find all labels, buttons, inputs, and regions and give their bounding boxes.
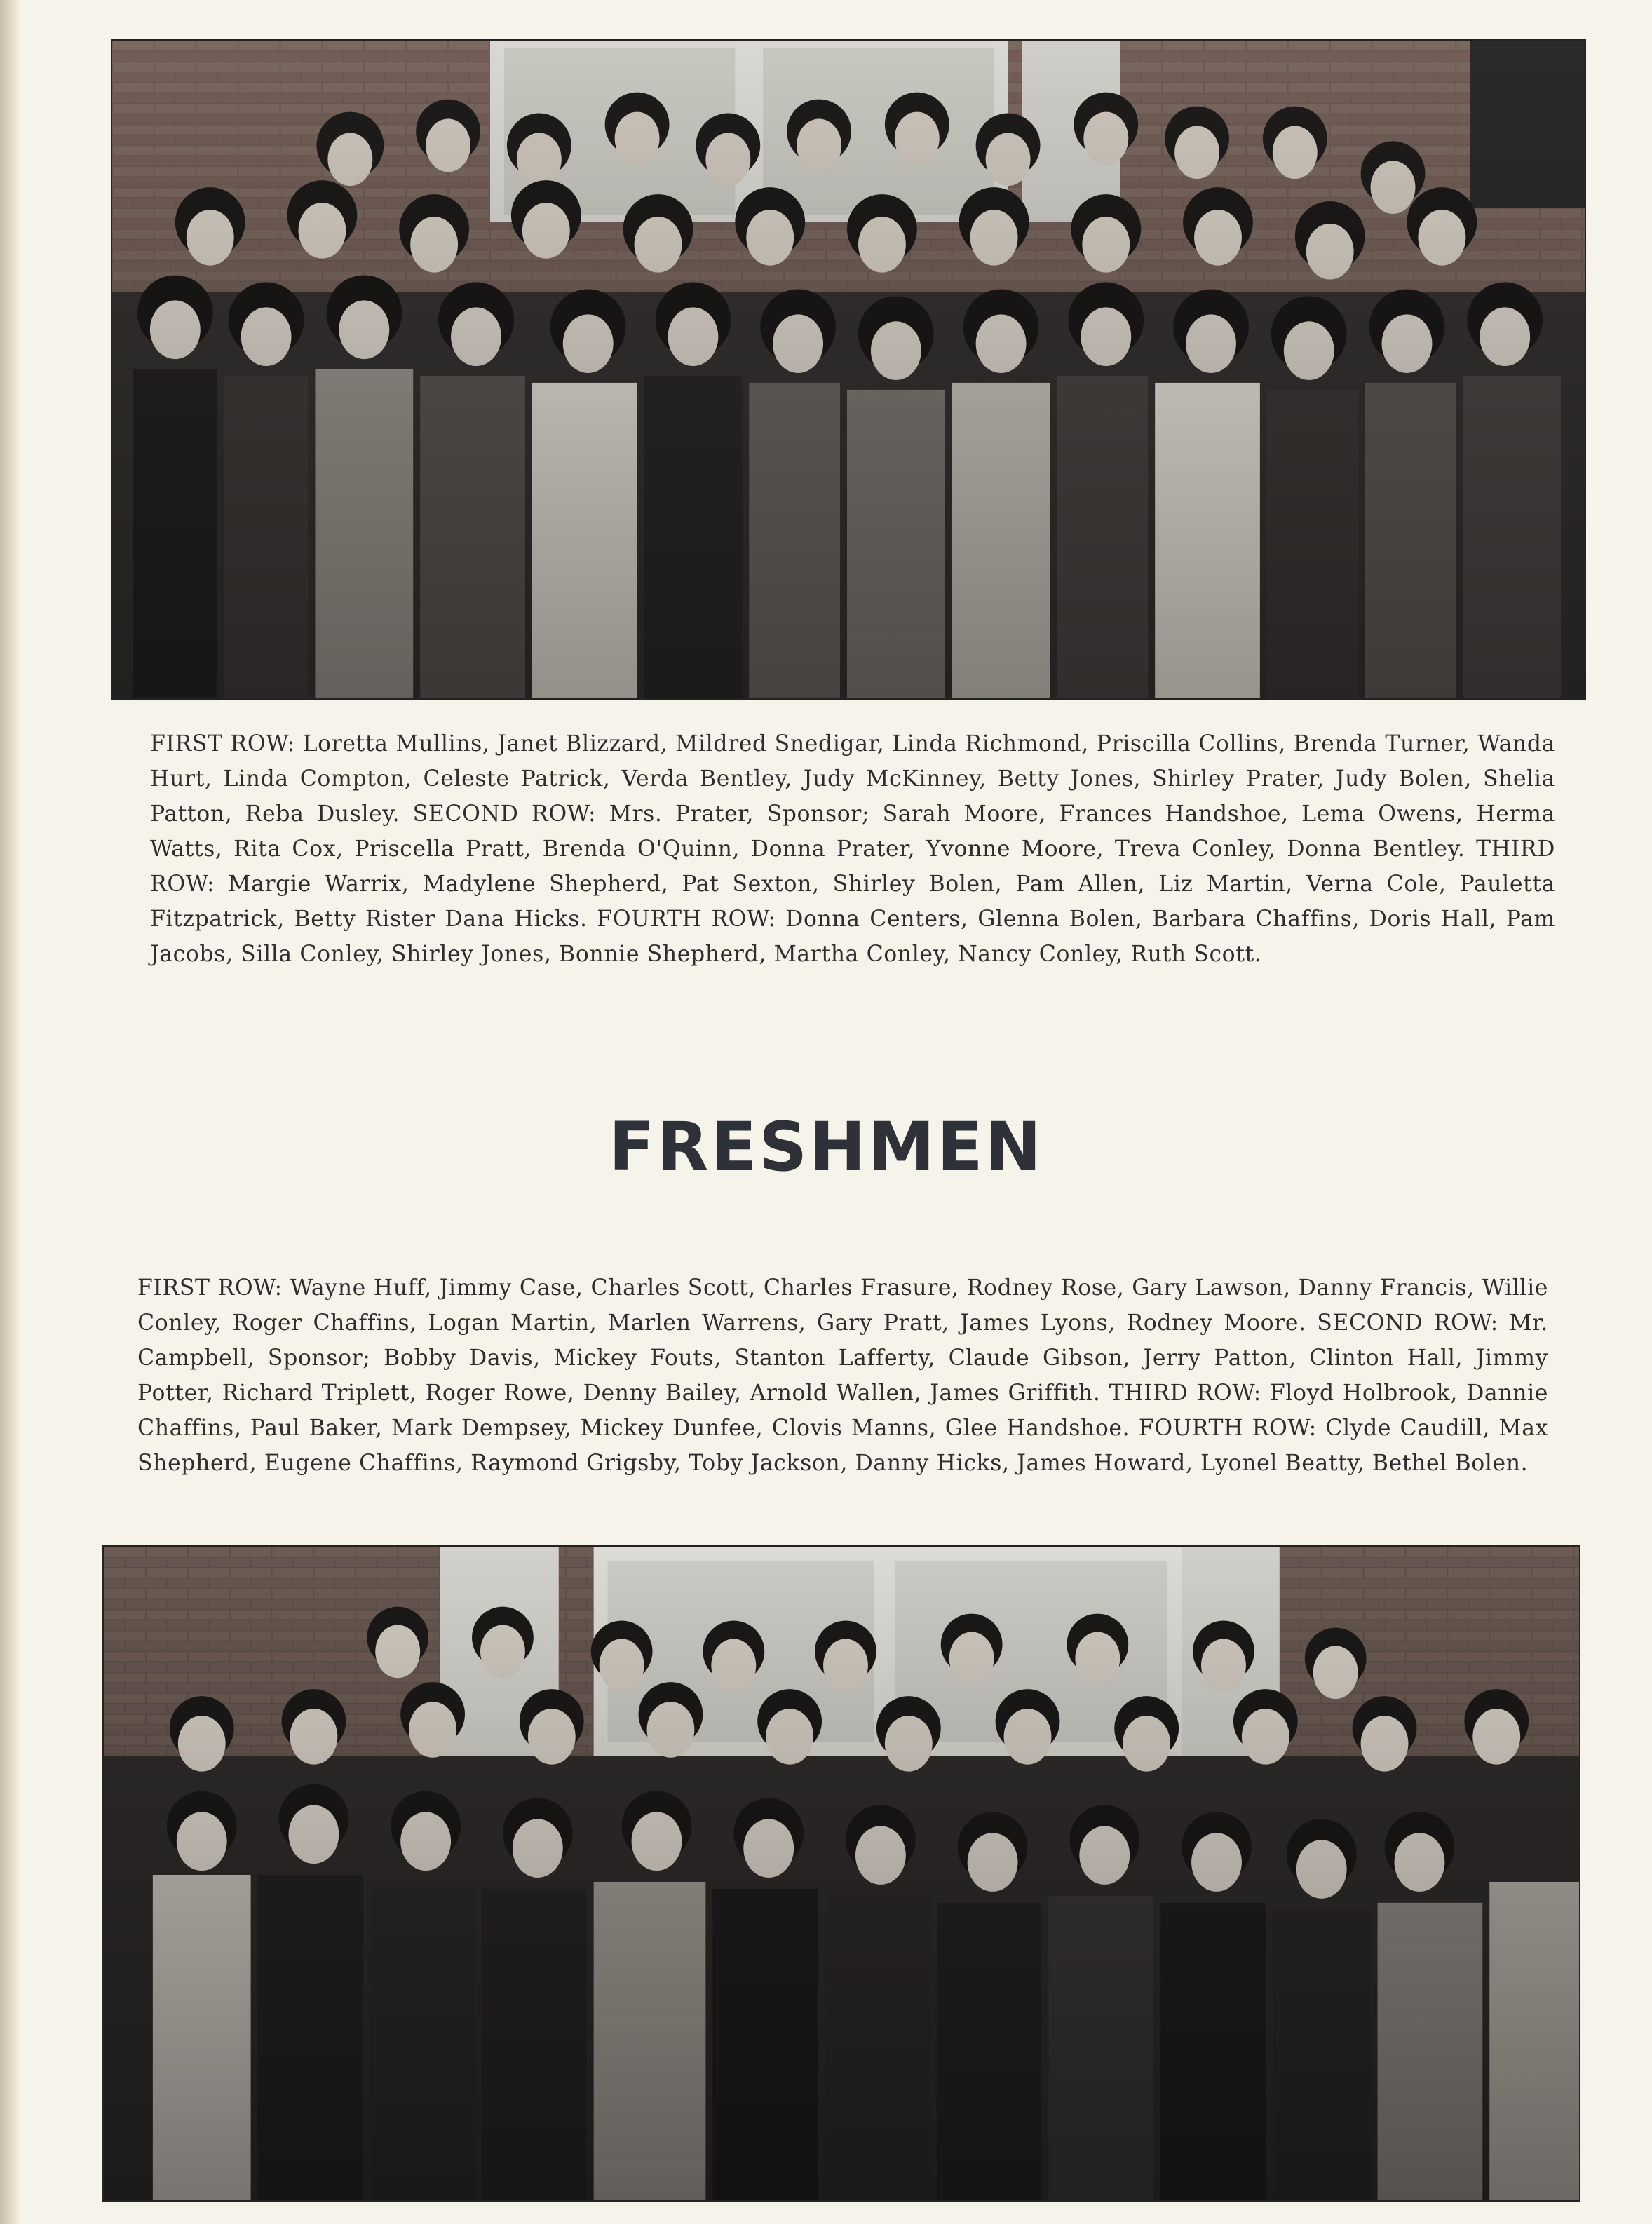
girls-group-photo [111,39,1586,700]
girls-photo-illustration [112,41,1585,698]
section-title: FRESHMEN [608,1108,1043,1186]
boys-photo-illustration [104,1547,1579,2200]
boys-group-photo [102,1545,1580,2202]
boys-photo-caption: FIRST ROW: Wayne Huff, Jimmy Case, Charles Scott, Charles Frasure, Rodney Rose, Gary Lawson, Danny Francis, Willie Conley, Roger Chaffins, Logan Martin, Marlen Warrens, Gary Pratt, James Lyons, Rodney Moore. SECOND ROW: Mr. Campbell, Sponsor; Bobby Davis, Mickey Fouts, Stanton Lafferty, Claude Gibson, Jerry Patton, Clinton Hall, Jimmy Potter, Richard Triplett, Roger Rowe, Denny Bailey, Arnold Wallen, James Griffith. THIRD ROW: Floyd Holbrook, Dannie Chaffins, Paul Baker, Mark Dempsey, Mickey Dunfee, Clovis Manns, Glee Handshoe. FOURTH ROW: Clyde Caudill, Max Shepherd, Eugene Chaffins, Raymond Grigsby, Toby Jackson, Danny Hicks, James Howard, Lyonel Beatty, Bethel Bolen. [137,1275,1548,1476]
girls-photo-caption: FIRST ROW: Loretta Mullins, Janet Blizzard, Mildred Snedigar, Linda Richmond, Priscilla Collins, Brenda Turner, Wanda Hurt, Linda Compton, Celeste Patrick, Verda Bentley, Judy McKinney, Betty Jones, Shirley Prater, Judy Bolen, Shelia Patton, Reba Dusley. SECOND ROW: Mrs. Prater, Sponsor; Sarah Moore, Frances Handshoe, Lema Owens, Herma Watts, Rita Cox, Priscella Pratt, Brenda O'Quinn, Donna Prater, Yvonne Moore, Treva Conley, Donna Bentley. THIRD ROW: Margie Warrix, Madylene Shepherd, Pat Sexton, Shirley Bolen, Pam Allen, Liz Martin, Verna Cole, Pauletta Fitzpatrick, Betty Rister Dana Hicks. FOURTH ROW: Donna Centers, Glenna Bolen, Barbara Chaffins, Doris Hall, Pam Jacobs, Silla Conley, Shirley Jones, Bonnie Shepherd, Martha Conley, Nancy Conley, Ruth Scott. [150,731,1555,967]
